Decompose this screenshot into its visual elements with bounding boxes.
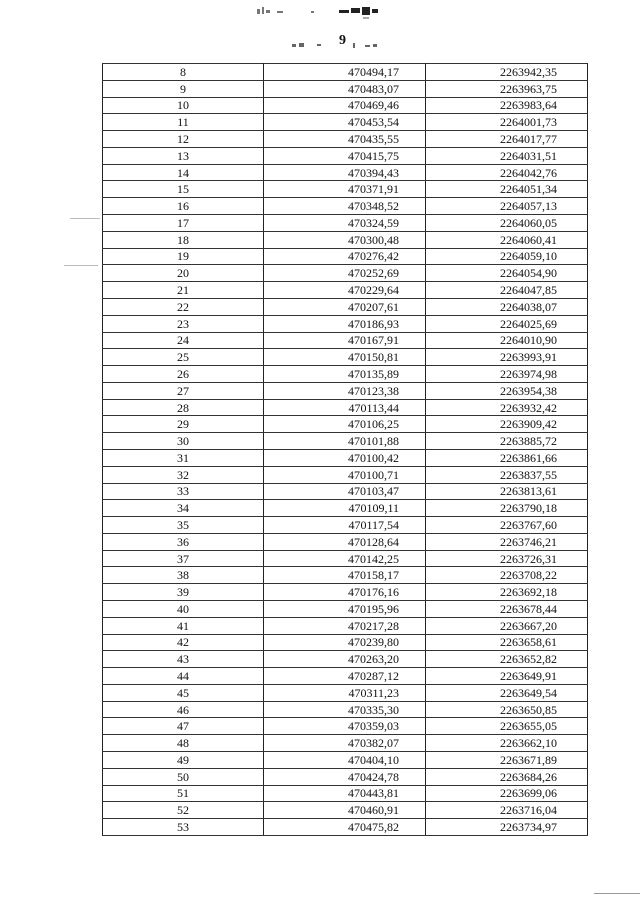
- table-row: [103, 718, 588, 735]
- x-coordinate-cell: 470483,07: [264, 80, 426, 97]
- point-number-cell: 18: [103, 231, 264, 248]
- point-number-cell: 25: [103, 349, 264, 366]
- x-coordinate-cell: 470109,11: [264, 500, 426, 517]
- x-coordinate-cell: 470494,17: [264, 64, 426, 81]
- table-row: [103, 517, 588, 534]
- y-coordinate-cell: 2263790,18: [426, 500, 588, 517]
- point-number-cell: 42: [103, 634, 264, 651]
- x-coordinate-cell: 470117,54: [264, 517, 426, 534]
- y-coordinate-cell: 2263708,22: [426, 567, 588, 584]
- x-coordinate-cell: 470150,81: [264, 349, 426, 366]
- y-coordinate-cell: 2263837,55: [426, 466, 588, 483]
- point-number-cell: 29: [103, 416, 264, 433]
- table-row: [103, 248, 588, 265]
- point-number-cell: 37: [103, 550, 264, 567]
- x-coordinate-cell: 470276,42: [264, 248, 426, 265]
- y-coordinate-cell: 2263652,82: [426, 651, 588, 668]
- point-number-cell: 51: [103, 785, 264, 802]
- table-row: [103, 332, 588, 349]
- point-number-cell: 20: [103, 265, 264, 282]
- table-row: [103, 315, 588, 332]
- point-number-cell: 24: [103, 332, 264, 349]
- point-number-cell: 32: [103, 466, 264, 483]
- x-coordinate-cell: 470123,38: [264, 382, 426, 399]
- x-coordinate-cell: 470324,59: [264, 215, 426, 232]
- table-row: [103, 601, 588, 618]
- y-coordinate-cell: 2263983,64: [426, 97, 588, 114]
- y-coordinate-cell: 2263909,42: [426, 416, 588, 433]
- table-row: [103, 416, 588, 433]
- y-coordinate-cell: 2264060,05: [426, 215, 588, 232]
- table-row: [103, 701, 588, 718]
- table-row: [103, 97, 588, 114]
- scan-line-artifact: [64, 265, 98, 266]
- y-coordinate-cell: 2263655,05: [426, 718, 588, 735]
- table-row: [103, 668, 588, 685]
- point-number-cell: 46: [103, 701, 264, 718]
- table-row: [103, 215, 588, 232]
- y-coordinate-cell: 2263662,10: [426, 735, 588, 752]
- table-row: [103, 181, 588, 198]
- table-row: [103, 265, 588, 282]
- point-number-cell: 50: [103, 768, 264, 785]
- y-coordinate-cell: 2263671,89: [426, 752, 588, 769]
- point-number-cell: 28: [103, 399, 264, 416]
- x-coordinate-cell: 470348,52: [264, 198, 426, 215]
- point-number-cell: 17: [103, 215, 264, 232]
- table-row: [103, 147, 588, 164]
- y-coordinate-cell: 2263649,54: [426, 684, 588, 701]
- y-coordinate-cell: 2263861,66: [426, 449, 588, 466]
- table-row: [103, 433, 588, 450]
- x-coordinate-cell: 470106,25: [264, 416, 426, 433]
- point-number-cell: 41: [103, 617, 264, 634]
- y-coordinate-cell: 2264057,13: [426, 198, 588, 215]
- x-coordinate-cell: 470311,23: [264, 684, 426, 701]
- point-number-cell: 12: [103, 131, 264, 148]
- coordinates-table: [102, 63, 588, 836]
- scan-line-artifact: [70, 218, 100, 219]
- x-coordinate-cell: 470176,16: [264, 584, 426, 601]
- header-scan-artifact: [255, 4, 395, 20]
- y-coordinate-cell: 2264017,77: [426, 131, 588, 148]
- table-row: [103, 349, 588, 366]
- y-coordinate-cell: 2263974,98: [426, 366, 588, 383]
- y-coordinate-cell: 2263885,72: [426, 433, 588, 450]
- point-number-cell: 8: [103, 64, 264, 81]
- x-coordinate-cell: 470252,69: [264, 265, 426, 282]
- point-number-cell: 22: [103, 298, 264, 315]
- point-number-cell: 36: [103, 533, 264, 550]
- table-row: [103, 64, 588, 81]
- x-coordinate-cell: 470443,81: [264, 785, 426, 802]
- point-number-cell: 13: [103, 147, 264, 164]
- y-coordinate-cell: 2263942,35: [426, 64, 588, 81]
- point-number-cell: 23: [103, 315, 264, 332]
- table-row: [103, 282, 588, 299]
- y-coordinate-cell: 2264060,41: [426, 231, 588, 248]
- point-number-cell: 39: [103, 584, 264, 601]
- table-row: [103, 382, 588, 399]
- point-number-cell: 30: [103, 433, 264, 450]
- x-coordinate-cell: 470100,71: [264, 466, 426, 483]
- table-row: [103, 617, 588, 634]
- table-row: [103, 114, 588, 131]
- y-coordinate-cell: 2264047,85: [426, 282, 588, 299]
- x-coordinate-cell: 470453,54: [264, 114, 426, 131]
- x-coordinate-cell: 470103,47: [264, 483, 426, 500]
- x-coordinate-cell: 470135,89: [264, 366, 426, 383]
- table-row: [103, 500, 588, 517]
- point-number-cell: 27: [103, 382, 264, 399]
- y-coordinate-cell: 2263963,75: [426, 80, 588, 97]
- y-coordinate-cell: 2263684,26: [426, 768, 588, 785]
- point-number-cell: 48: [103, 735, 264, 752]
- table-row: [103, 768, 588, 785]
- y-coordinate-cell: 2264025,69: [426, 315, 588, 332]
- x-coordinate-cell: 470217,28: [264, 617, 426, 634]
- x-coordinate-cell: 470101,88: [264, 433, 426, 450]
- y-coordinate-cell: 2263726,31: [426, 550, 588, 567]
- point-number-cell: 31: [103, 449, 264, 466]
- y-coordinate-cell: 2264051,34: [426, 181, 588, 198]
- table-row: [103, 684, 588, 701]
- y-coordinate-cell: 2263746,21: [426, 533, 588, 550]
- table-row: [103, 449, 588, 466]
- y-coordinate-cell: 2263692,18: [426, 584, 588, 601]
- point-number-cell: 43: [103, 651, 264, 668]
- point-number-cell: 38: [103, 567, 264, 584]
- table-row: [103, 533, 588, 550]
- y-coordinate-cell: 2263699,06: [426, 785, 588, 802]
- y-coordinate-cell: 2263658,61: [426, 634, 588, 651]
- point-number-cell: 16: [103, 198, 264, 215]
- y-coordinate-cell: 2264001,73: [426, 114, 588, 131]
- y-coordinate-cell: 2263650,85: [426, 701, 588, 718]
- y-coordinate-cell: 2263716,04: [426, 802, 588, 819]
- scan-line-artifact: [594, 893, 640, 894]
- point-number-cell: 40: [103, 601, 264, 618]
- page-number-suffix-mark: [351, 39, 381, 49]
- table-row: [103, 651, 588, 668]
- x-coordinate-cell: 470335,30: [264, 701, 426, 718]
- page-number-prefix-mark: [290, 39, 328, 49]
- table-row: [103, 567, 588, 584]
- y-coordinate-cell: 2264059,10: [426, 248, 588, 265]
- y-coordinate-cell: 2264038,07: [426, 298, 588, 315]
- point-number-cell: 45: [103, 684, 264, 701]
- x-coordinate-cell: 470382,07: [264, 735, 426, 752]
- point-number-cell: 44: [103, 668, 264, 685]
- x-coordinate-cell: 470371,91: [264, 181, 426, 198]
- point-number-cell: 15: [103, 181, 264, 198]
- table-row: [103, 366, 588, 383]
- point-number-cell: 52: [103, 802, 264, 819]
- x-coordinate-cell: 470113,44: [264, 399, 426, 416]
- table-row: [103, 164, 588, 181]
- x-coordinate-cell: 470404,10: [264, 752, 426, 769]
- x-coordinate-cell: 470158,17: [264, 567, 426, 584]
- table-row: [103, 819, 588, 836]
- y-coordinate-cell: 2263667,20: [426, 617, 588, 634]
- point-number-cell: 26: [103, 366, 264, 383]
- point-number-cell: 21: [103, 282, 264, 299]
- y-coordinate-cell: 2263734,97: [426, 819, 588, 836]
- table-row: [103, 550, 588, 567]
- y-coordinate-cell: 2263678,44: [426, 601, 588, 618]
- table-row: [103, 198, 588, 215]
- table-row: [103, 80, 588, 97]
- table-row: [103, 231, 588, 248]
- table-row: [103, 802, 588, 819]
- x-coordinate-cell: 470287,12: [264, 668, 426, 685]
- x-coordinate-cell: 470475,82: [264, 819, 426, 836]
- x-coordinate-cell: 470195,96: [264, 601, 426, 618]
- point-number-cell: 47: [103, 718, 264, 735]
- point-number-cell: 11: [103, 114, 264, 131]
- y-coordinate-cell: 2263767,60: [426, 517, 588, 534]
- table-row: [103, 399, 588, 416]
- point-number-cell: 9: [103, 80, 264, 97]
- y-coordinate-cell: 2263993,91: [426, 349, 588, 366]
- point-number-cell: 10: [103, 97, 264, 114]
- x-coordinate-cell: 470167,91: [264, 332, 426, 349]
- y-coordinate-cell: 2264010,90: [426, 332, 588, 349]
- y-coordinate-cell: 2264042,76: [426, 164, 588, 181]
- table-row: [103, 752, 588, 769]
- x-coordinate-cell: 470239,80: [264, 634, 426, 651]
- y-coordinate-cell: 2264054,90: [426, 265, 588, 282]
- point-number-cell: 35: [103, 517, 264, 534]
- x-coordinate-cell: 470142,25: [264, 550, 426, 567]
- point-number-cell: 14: [103, 164, 264, 181]
- table-row: [103, 466, 588, 483]
- x-coordinate-cell: 470394,43: [264, 164, 426, 181]
- y-coordinate-cell: 2264031,51: [426, 147, 588, 164]
- x-coordinate-cell: 470100,42: [264, 449, 426, 466]
- x-coordinate-cell: 470460,91: [264, 802, 426, 819]
- x-coordinate-cell: 470469,46: [264, 97, 426, 114]
- x-coordinate-cell: 470415,75: [264, 147, 426, 164]
- table-row: [103, 785, 588, 802]
- x-coordinate-cell: 470359,03: [264, 718, 426, 735]
- table-row: [103, 735, 588, 752]
- x-coordinate-cell: 470229,64: [264, 282, 426, 299]
- point-number-cell: 33: [103, 483, 264, 500]
- point-number-cell: 19: [103, 248, 264, 265]
- x-coordinate-cell: 470186,93: [264, 315, 426, 332]
- x-coordinate-cell: 470435,55: [264, 131, 426, 148]
- page-number: 9: [339, 33, 346, 48]
- x-coordinate-cell: 470424,78: [264, 768, 426, 785]
- x-coordinate-cell: 470263,20: [264, 651, 426, 668]
- table-row: [103, 298, 588, 315]
- point-number-cell: 53: [103, 819, 264, 836]
- table-row: [103, 634, 588, 651]
- table-row: [103, 584, 588, 601]
- table-row: [103, 131, 588, 148]
- y-coordinate-cell: 2263932,42: [426, 399, 588, 416]
- y-coordinate-cell: 2263954,38: [426, 382, 588, 399]
- table-row: [103, 483, 588, 500]
- point-number-cell: 34: [103, 500, 264, 517]
- y-coordinate-cell: 2263813,61: [426, 483, 588, 500]
- x-coordinate-cell: 470207,61: [264, 298, 426, 315]
- x-coordinate-cell: 470300,48: [264, 231, 426, 248]
- y-coordinate-cell: 2263649,91: [426, 668, 588, 685]
- x-coordinate-cell: 470128,64: [264, 533, 426, 550]
- point-number-cell: 49: [103, 752, 264, 769]
